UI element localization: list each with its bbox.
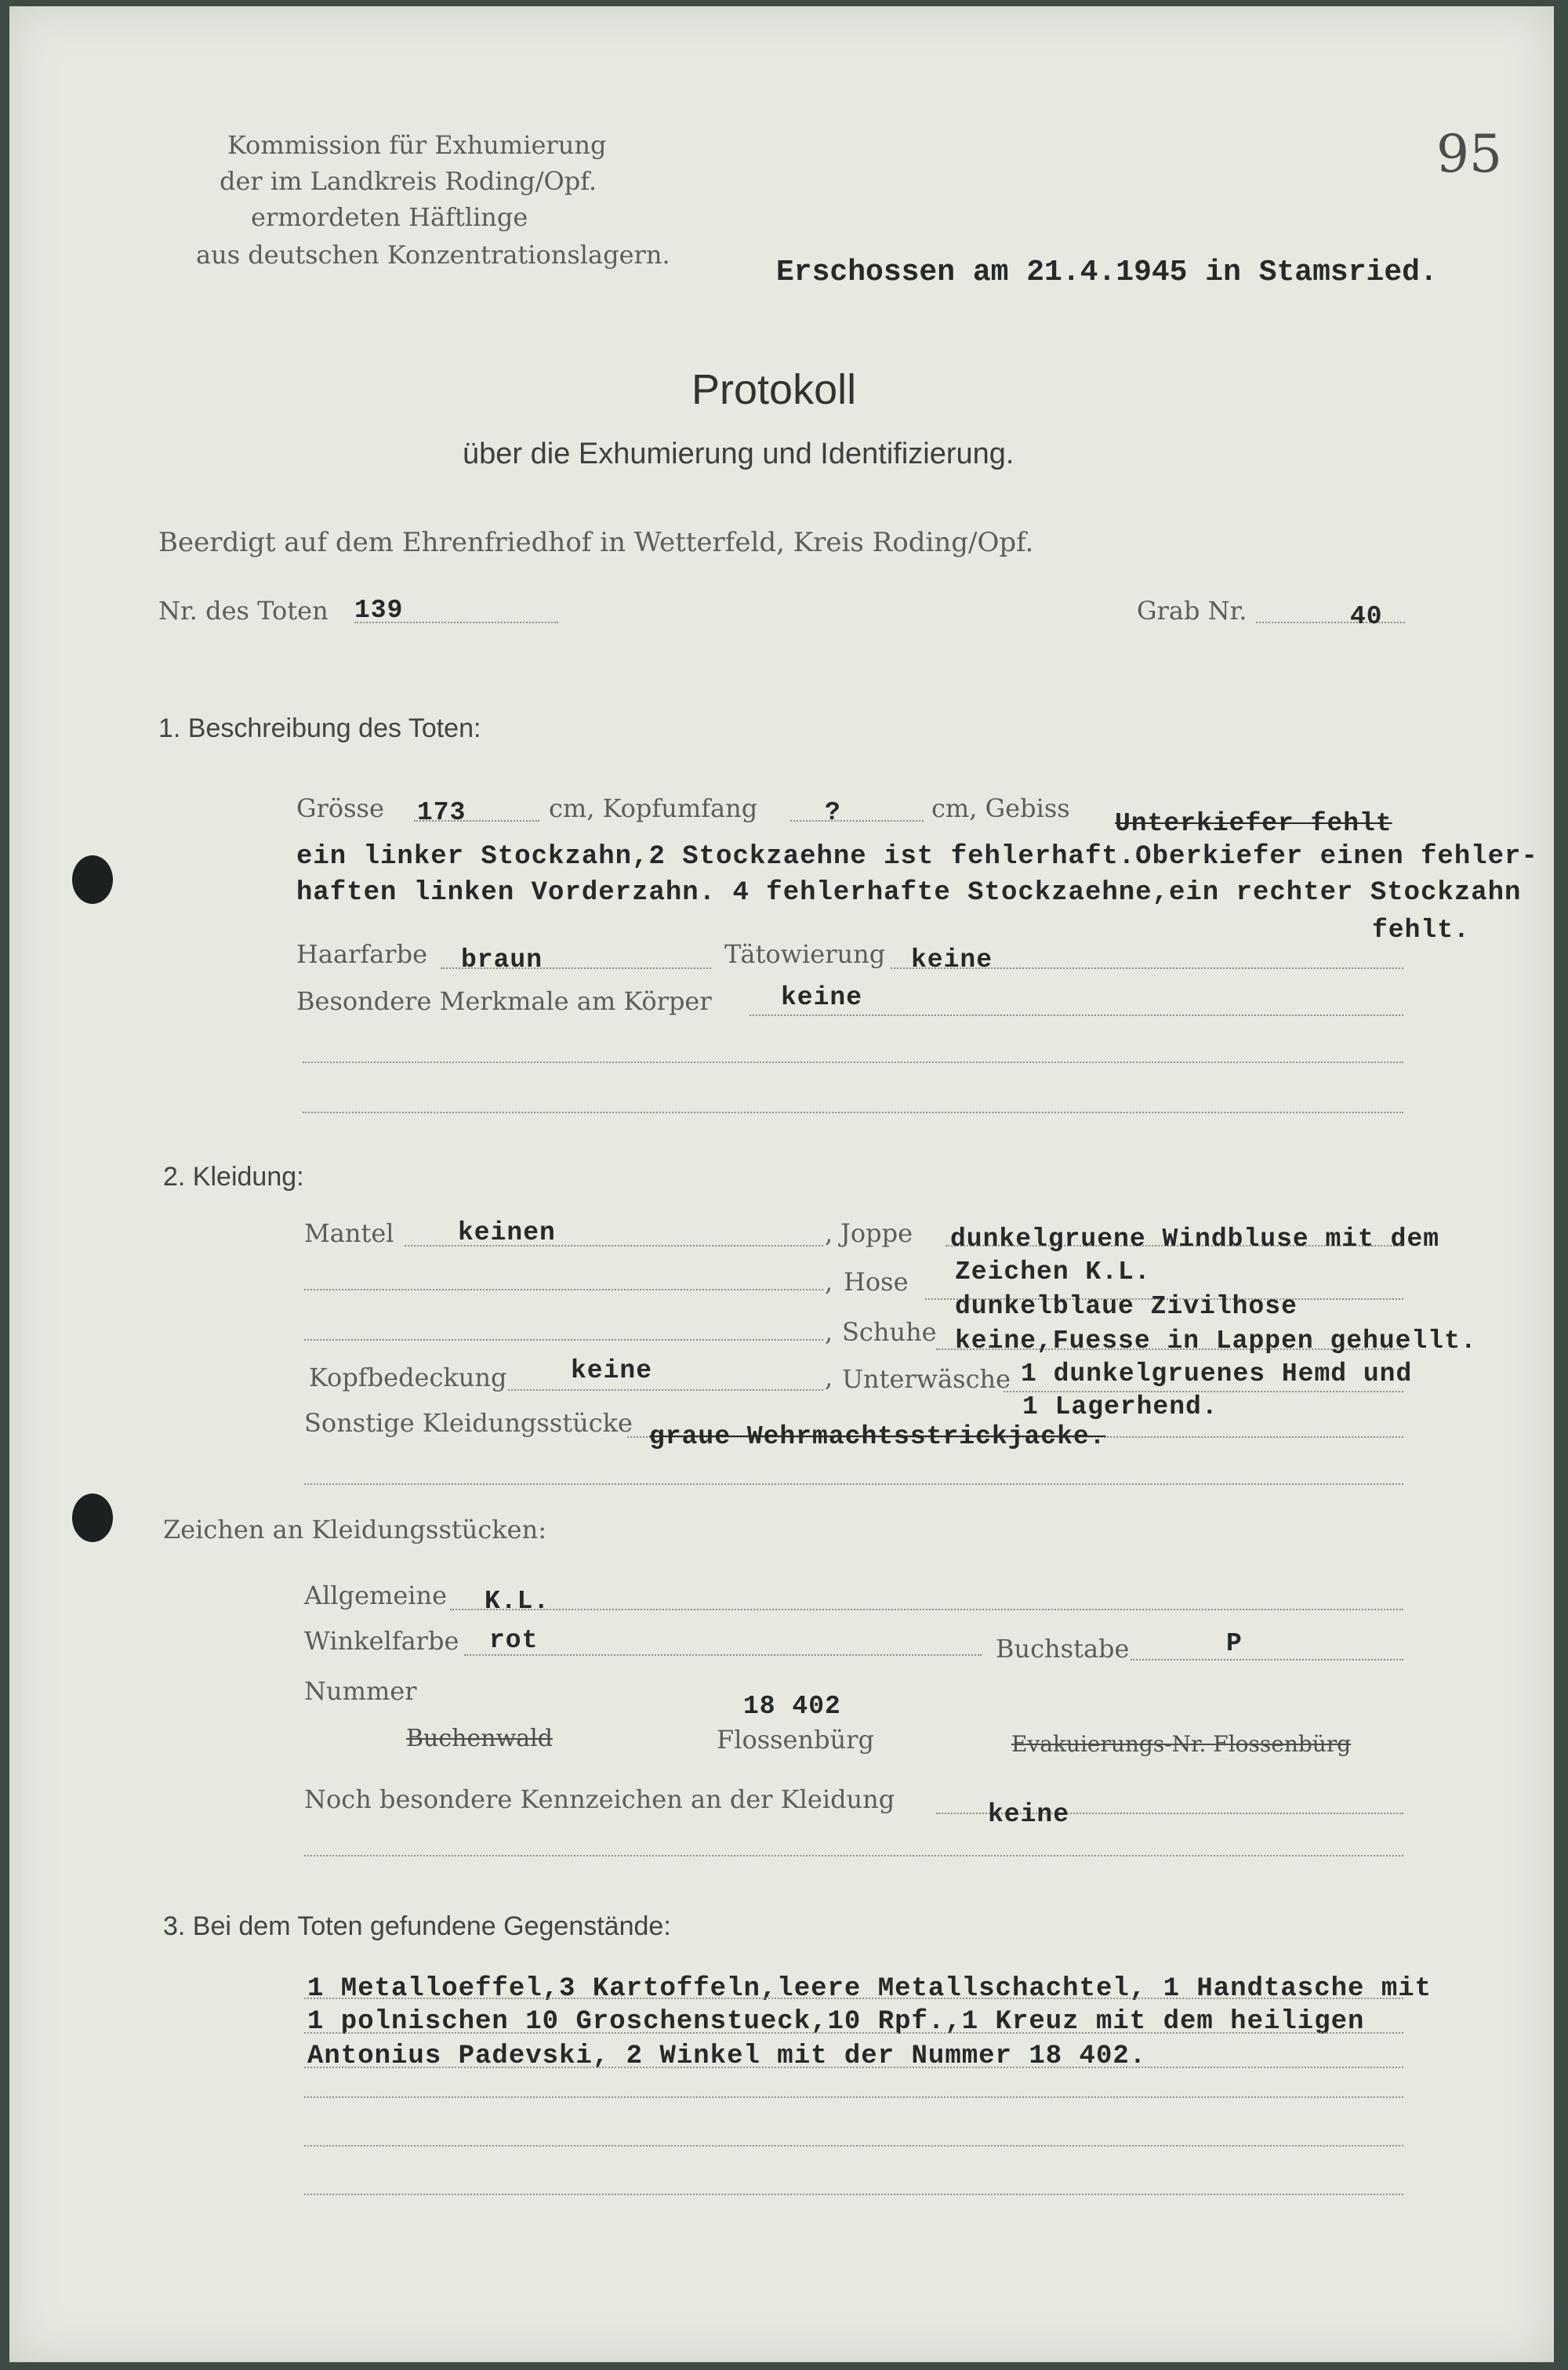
triangle-color-label: Winkelfarbe	[304, 1626, 459, 1656]
commission-line-1: Kommission für Exhumierung	[227, 130, 607, 160]
punch-hole-bottom	[72, 1493, 113, 1542]
other-clothing-label: Sonstige Kleidungsstücke	[304, 1408, 633, 1438]
headwear-comma: ,	[825, 1363, 833, 1392]
head-circ-value: ?	[825, 798, 841, 827]
size-label: Grösse	[296, 793, 384, 823]
general-value: K.L.	[485, 1587, 550, 1616]
tattoo-label: Tätowierung	[724, 939, 886, 969]
dead-number-label: Nr. des Toten	[158, 596, 328, 626]
dead-number-value: 139	[354, 596, 404, 625]
punch-hole-top	[72, 855, 113, 904]
hair-color-label: Haarfarbe	[296, 939, 427, 969]
letter-label: Buchstabe	[996, 1634, 1130, 1664]
page-title: Protokoll	[691, 366, 857, 413]
other-marks-value: keine	[988, 1800, 1070, 1829]
camp-flossenburg: Flossenbürg	[717, 1725, 874, 1755]
camp-buchenwald: Buchenwald	[406, 1725, 553, 1752]
marks-heading: Zeichen an Kleidungsstücken:	[163, 1515, 546, 1544]
pants-value: dunkelblaue Zivilhose	[955, 1292, 1298, 1321]
triangle-color-value: rot	[489, 1626, 539, 1655]
teeth-value-line-3: haften linken Vorderzahn. 4 fehlerhafte Stockzaehne,ein rechter Stockzahn	[296, 878, 1522, 908]
head-circ-label: cm, Kopfumfang	[549, 793, 758, 823]
features-value: keine	[781, 983, 863, 1012]
section-2-heading: 2. Kleidung:	[163, 1162, 304, 1192]
items-line-1: 1 Metalloeffel,3 Kartoffeln,leere Metallschachtel, 1 Handtasche mit	[307, 1974, 1432, 2004]
headwear-label: Kopfbedeckung	[309, 1363, 507, 1392]
shoes-value: keine,Fuesse in Lappen gehuellt.	[955, 1327, 1477, 1356]
evacuation-number: Evakuierungs-Nr. Flossenbürg	[1011, 1731, 1352, 1757]
underwear-value-line-1: 1 dunkelgruenes Hemd und	[1021, 1359, 1413, 1388]
coat-label: Mantel	[304, 1218, 394, 1248]
pants-label: Hose	[844, 1267, 909, 1297]
shot-note: Erschossen am 21.4.1945 in Stamsried.	[776, 256, 1438, 289]
section-1-heading: 1. Beschreibung des Toten:	[158, 713, 481, 743]
other-marks-label: Noch besondere Kennzeichen an der Kleidung	[304, 1784, 895, 1814]
jacket-label: Joppe	[840, 1218, 913, 1248]
letter-value: P	[1226, 1629, 1243, 1658]
commission-line-2: der im Landkreis Roding/Opf.	[220, 166, 597, 196]
underwear-label: Unterwäsche	[842, 1364, 1011, 1394]
grave-number-value: 40	[1350, 602, 1383, 631]
pants-comma: ,	[825, 1267, 833, 1297]
features-label: Besondere Merkmale am Körper	[296, 986, 712, 1016]
other-clothing-value: graue Wehrmachtsstrickjacke.	[649, 1422, 1106, 1451]
items-line-3: Antonius Padevski, 2 Winkel mit der Nummer 18 402.	[307, 2042, 1147, 2071]
section-3-heading: 3. Bei dem Toten gefundene Gegenstände:	[163, 1911, 671, 1941]
commission-line-3: ermordeten Häftlinge	[251, 202, 528, 232]
document-page	[9, 6, 1554, 2362]
jacket-value-line-1: dunkelgruene Windbluse mit dem	[950, 1225, 1440, 1254]
shoes-comma: ,	[825, 1317, 833, 1347]
page-subtitle: über die Exhumierung und Identifizierung.	[463, 437, 1014, 470]
general-label: Allgemeine	[304, 1581, 448, 1610]
headwear-value: keine	[571, 1356, 653, 1385]
size-value: 173	[417, 798, 466, 827]
coat-value: keinen	[458, 1218, 556, 1247]
tattoo-value: keine	[911, 945, 993, 974]
number-value: 18 402	[743, 1692, 841, 1721]
hair-color-value: braun	[461, 945, 543, 974]
number-label: Nummer	[304, 1676, 417, 1706]
teeth-label: cm, Gebiss	[931, 793, 1070, 823]
shoes-label: Schuhe	[842, 1317, 937, 1347]
underwear-value-line-2: 1 Lagerhend.	[1022, 1392, 1218, 1421]
grave-number-label: Grab Nr.	[1137, 596, 1247, 626]
coat-comma: ,	[825, 1218, 833, 1248]
teeth-value-line-1: Unterkiefer fehlt	[1115, 809, 1392, 838]
teeth-value-line-4: fehlt.	[1372, 916, 1470, 945]
items-line-2: 1 polnischen 10 Groschenstueck,10 Rpf.,1 Kreuz mit dem heiligen	[307, 2007, 1365, 2037]
page-number: 95	[1436, 124, 1502, 184]
commission-line-4: aus deutschen Konzentrationslagern.	[196, 240, 670, 270]
jacket-value-line-2: Zeichen K.L.	[955, 1258, 1151, 1287]
teeth-value-line-2: ein linker Stockzahn,2 Stockzaehne ist fehlerhaft.Oberkiefer einen fehler-	[296, 842, 1538, 872]
burial-place: Beerdigt auf dem Ehrenfriedhof in Wetterfeld, Kreis Roding/Opf.	[158, 527, 1034, 558]
